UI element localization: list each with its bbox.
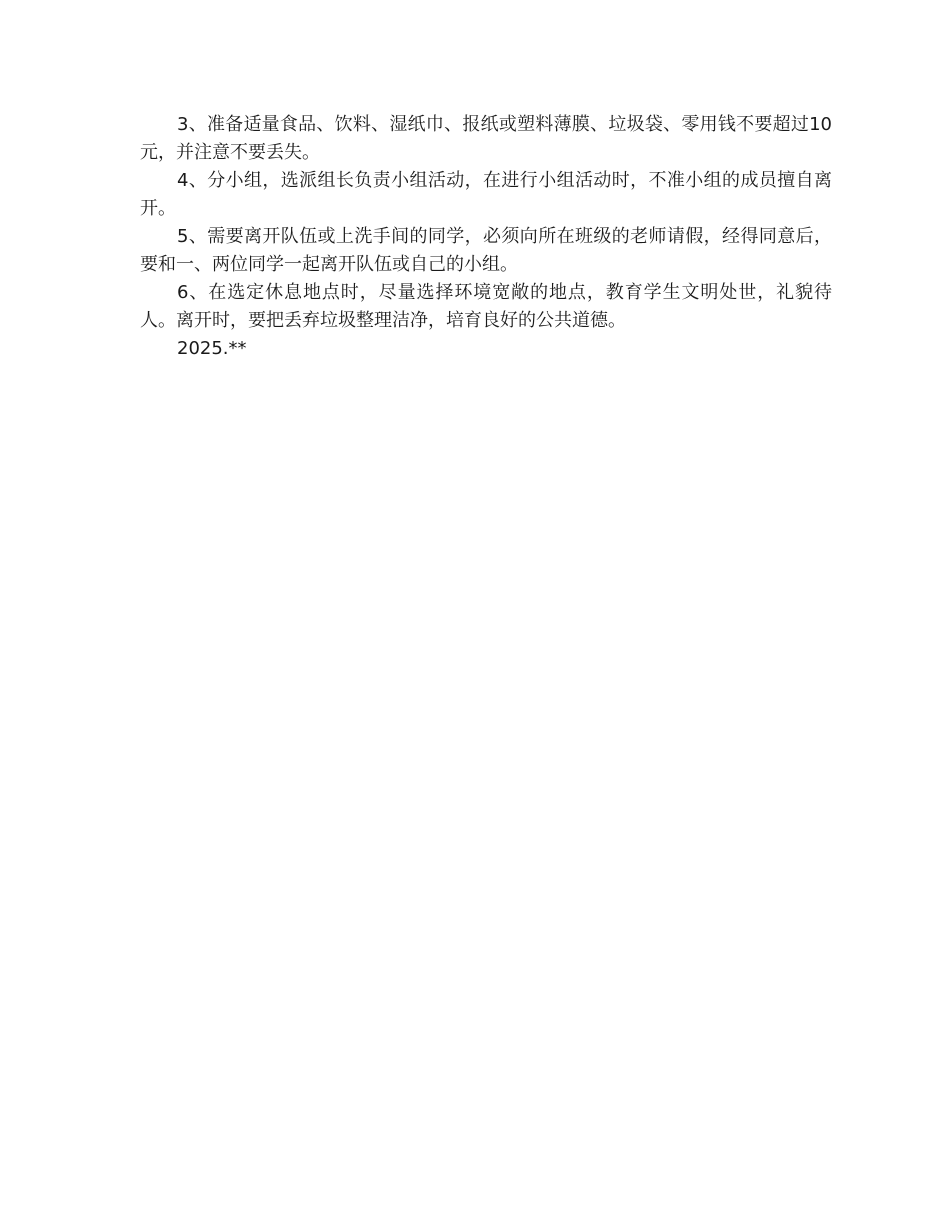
- paragraph-item-3: 3、准备适量食品、饮料、湿纸巾、报纸或塑料薄膜、垃圾袋、零用钱不要超过10元，并注意不要丢失。: [140, 114, 832, 163]
- document-date: 2025.**: [177, 338, 247, 359]
- document-body: [140, 111, 832, 363]
- paragraph-item-6: 6、在选定休息地点时，尽量选择环境宽敞的地点，教育学生文明处世，礼貌待人。离开时，要把丢弃垃圾整理洁净，培育良好的公共道德。: [140, 282, 832, 331]
- paragraph-item-5: 5、需要离开队伍或上洗手间的同学，必须向所在班级的老师请假，经得同意后，要和一、两位同学一起离开队伍或自己的小组。: [140, 226, 832, 275]
- paragraph-item-4: 4、分小组，选派组长负责小组活动，在进行小组活动时，不准小组的成员擅自离开。: [140, 170, 832, 219]
